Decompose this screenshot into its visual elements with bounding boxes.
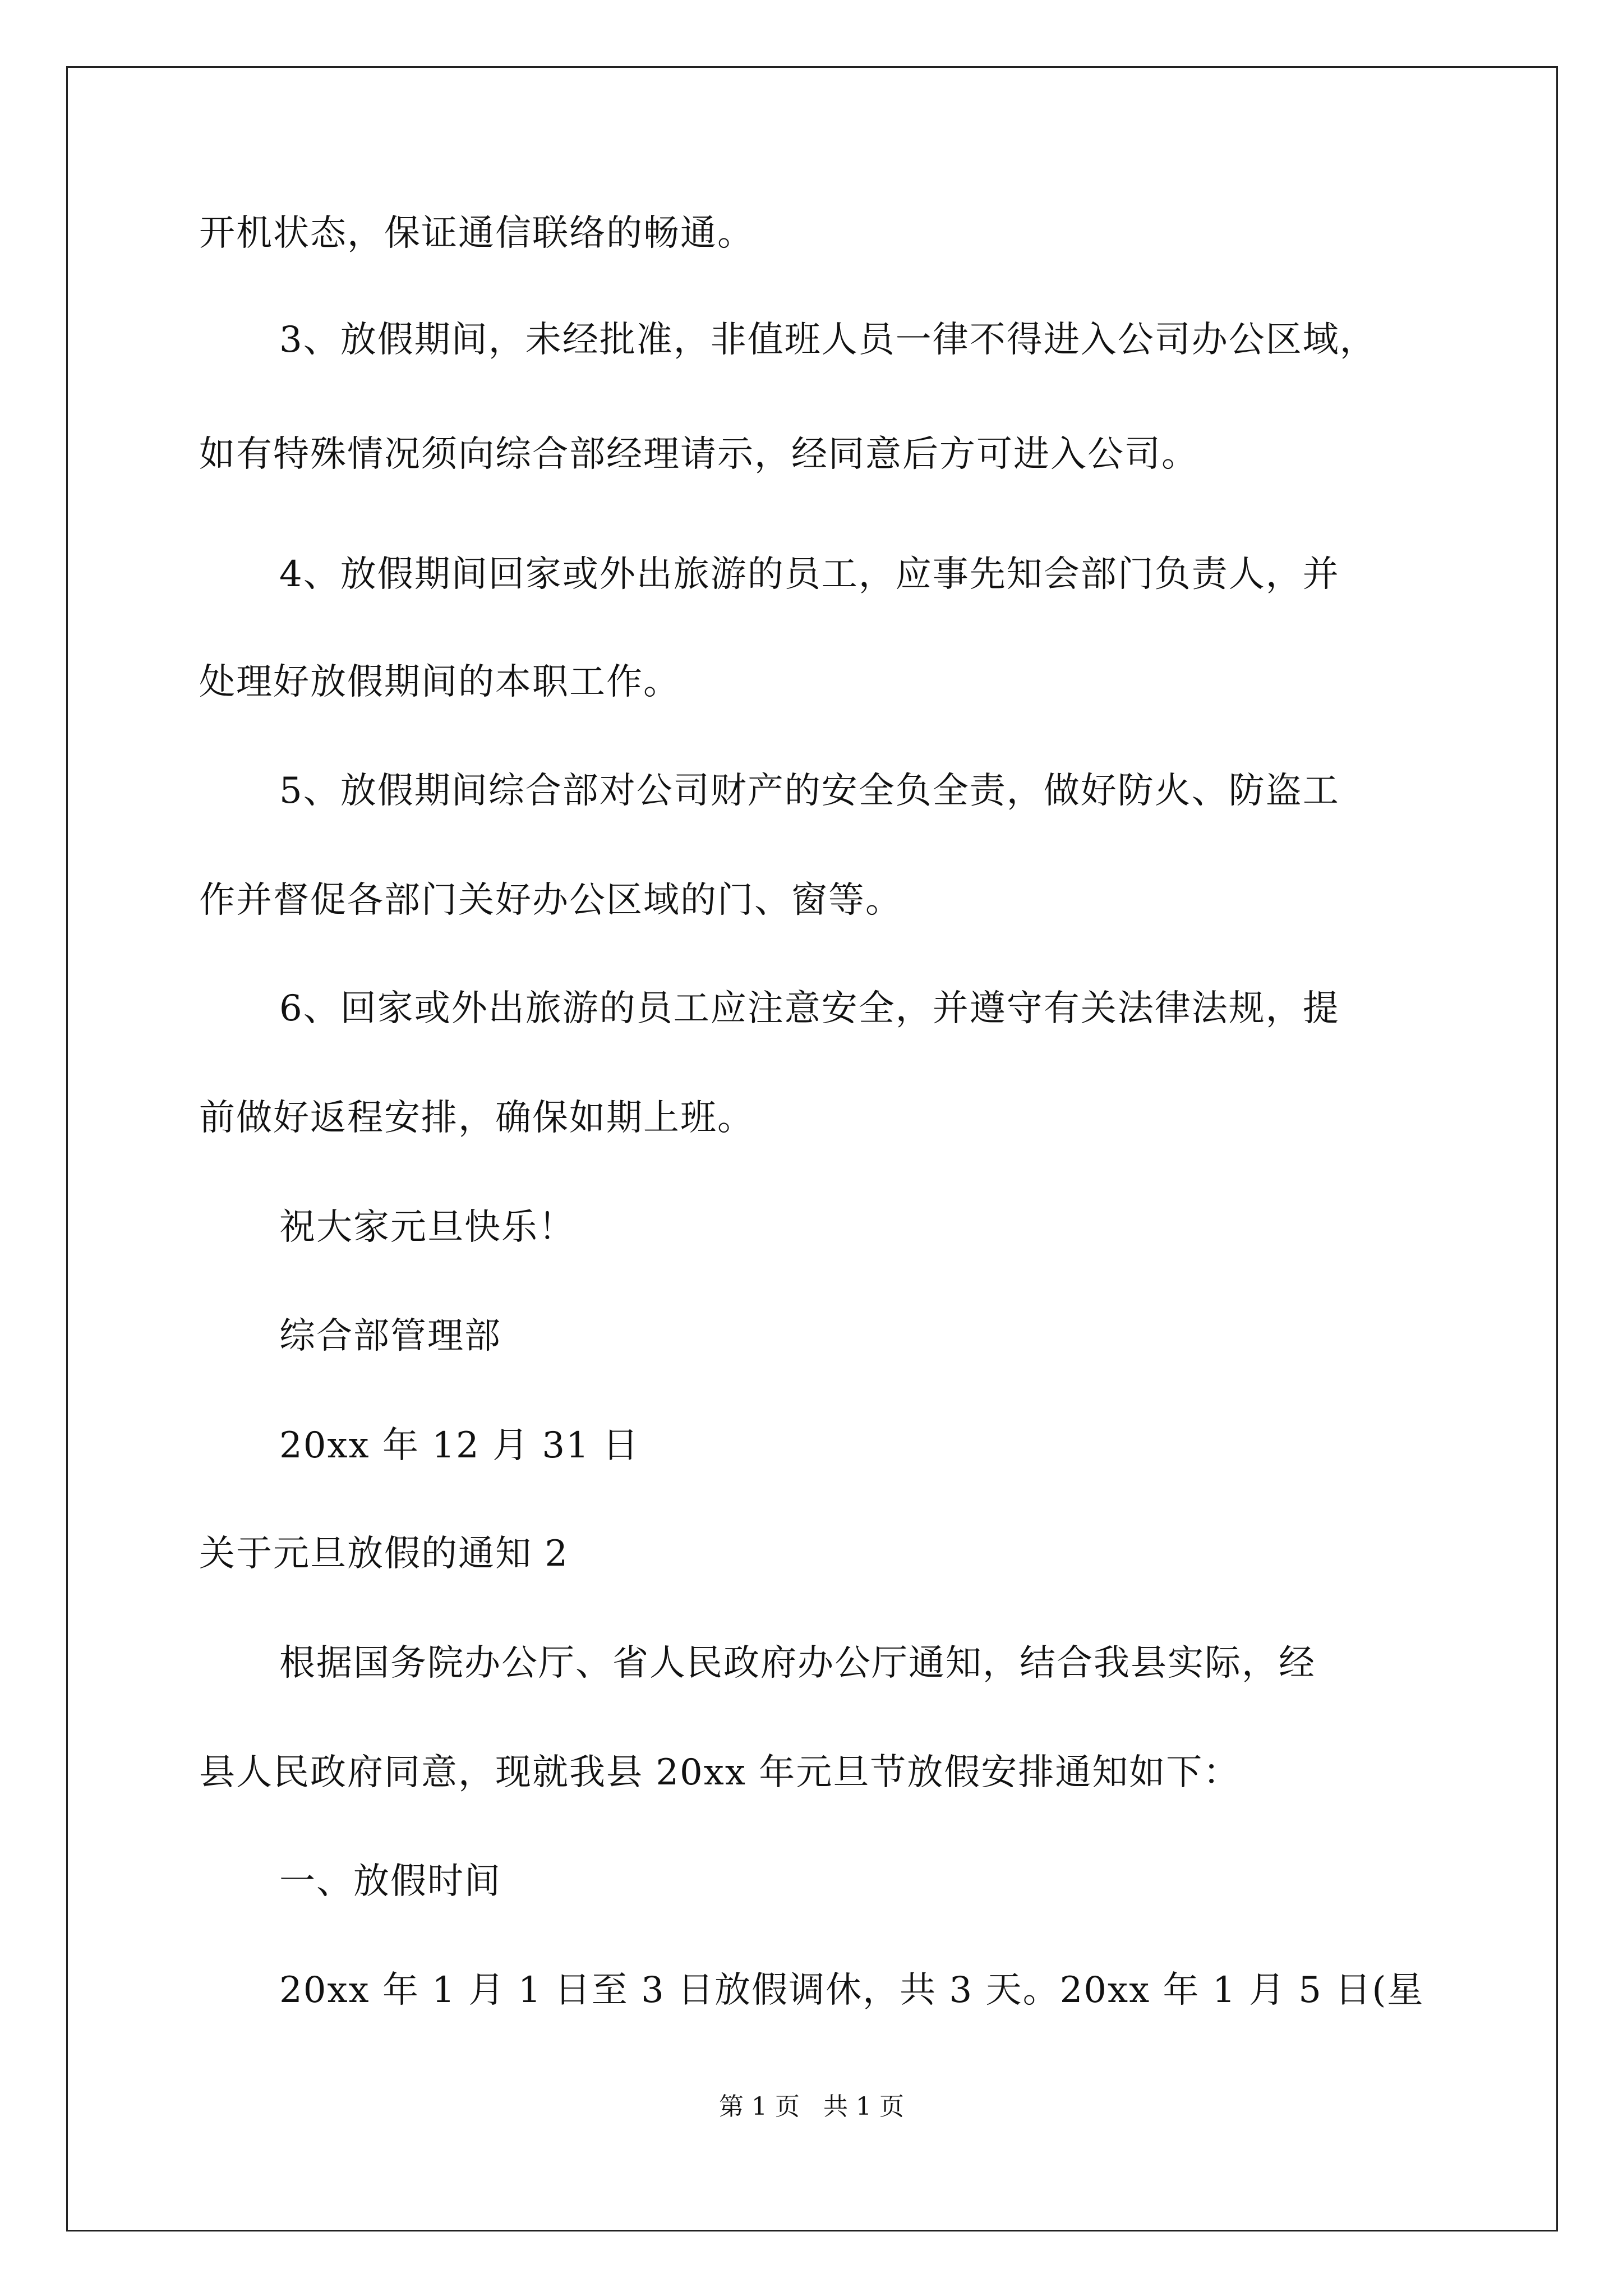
body-line-3: 如有特殊情况须向综合部经理请示，经同意后方可进入公司。: [199, 434, 1198, 475]
date-line: 20xx 年 12 月 31 日: [279, 1425, 640, 1466]
page-footer: 第 1 页 共 1 页: [719, 2092, 904, 2121]
body-line-10: 根据国务院办公厅、省人民政府办公厅通知，结合我县实际，经: [279, 1642, 1316, 1684]
body-line-1: 开机状态，保证通信联络的畅通。: [199, 213, 754, 254]
greeting-line: 祝大家元旦快乐！: [279, 1207, 575, 1248]
signature-line: 综合部管理部: [279, 1315, 501, 1357]
body-line-2: 3、放假期间，未经批准，非值班人员一律不得进入公司办公区域，: [279, 319, 1377, 361]
body-line-9: 前做好返程安排，确保如期上班。: [199, 1097, 754, 1139]
body-line-5: 处理好放假期间的本职工作。: [199, 661, 680, 703]
body-line-11: 县人民政府同意，现就我县 20xx 年元旦节放假安排通知如下：: [199, 1752, 1241, 1793]
body-line-4: 4、放假期间回家或外出旅游的员工，应事先知会部门负责人，并: [279, 554, 1340, 595]
page-border: [66, 66, 1558, 2231]
body-line-7: 作并督促各部门关好办公区域的门、窗等。: [199, 880, 902, 921]
body-line-6: 5、放假期间综合部对公司财产的安全负全责，做好防火、防盗工: [279, 770, 1340, 812]
body-line-12: 20xx 年 1 月 1 日至 3 日放假调休，共 3 天。20xx 年 1 月 5 日(星: [279, 1970, 1424, 2011]
subheading-line: 一、放假时间: [279, 1861, 501, 1902]
section-title: 关于元旦放假的通知 2: [199, 1533, 569, 1575]
body-line-8: 6、回家或外出旅游的员工应注意安全，并遵守有关法律法规，提: [279, 988, 1340, 1029]
